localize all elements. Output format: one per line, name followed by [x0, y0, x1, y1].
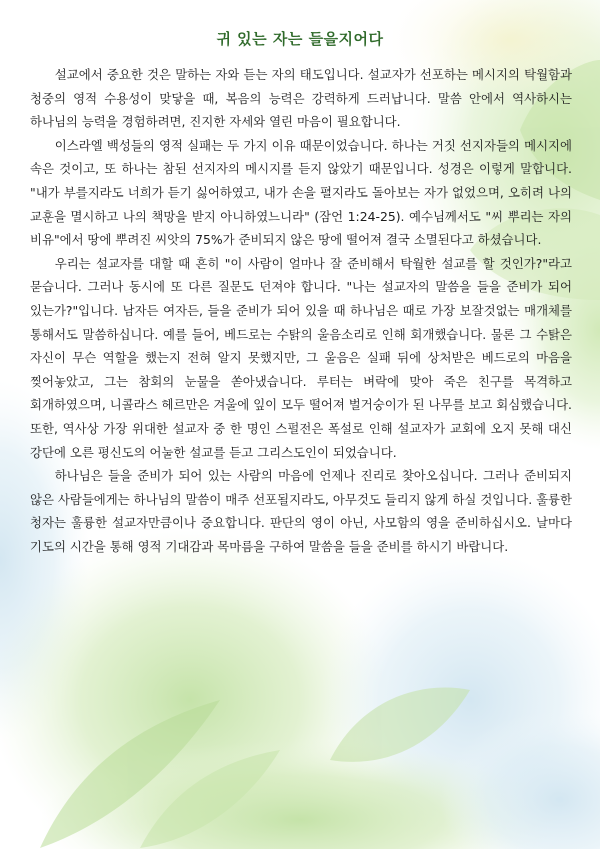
page-title: 귀 있는 자는 들을지어다 — [216, 30, 384, 48]
paragraph: 설교에서 중요한 것은 말하는 자와 듣는 자의 태도입니다. 설교자가 선포하는 메시지의 탁월함과 청중의 영적 수용성이 맞닿을 때, 복음의 능력은 강력하게 드러납니다. 말씀 안에서 역사하시는 하나님의 능력을 경험하려면, 진지한 자세와 열린 마음이 필요합니다. — [30, 67, 572, 130]
paragraph: 하나님은 들을 준비가 되어 있는 사람의 마음에 언제나 진리로 찾아오십니다. 그러나 준비되지 않은 사람들에게는 하나님의 말씀이 매주 선포될지라도, 아무것도 들리지 않게 하실 것입니다. 훌륭한 청자는 훌륭한 설교자만큼이나 중요합니다. 판단의 영이 아닌, 사모함의 영을 준비하십시오. 날마다 기도의 시간을 통해 영적 기대감과 목마름을 구하여 말씀을 들을 준비를 하시기 바랍니다. — [30, 468, 572, 554]
paragraph: 우리는 설교자를 대할 때 흔히 "이 사람이 얼마나 잘 준비해서 탁월한 설교를 할 것인가?"라고 묻습니다. 그러나 동시에 또 다른 질문도 던져야 합니다. "나는 설교자의 말씀을 들을 준비가 되어 있는가?"입니다. 남자든 여자든, 들을 준비가 되어 있을 때 하나님은 때로 가장 보잘것없는 매개체를 통해서도 말씀하십니다. 예를 들어, 베드로는 수탉의 울음소리로 인해 회개했습니다. 물론 그 수탉은 자신이 무슨 역할을 했는지 전혀 알지 못했지만, 그 울음은 실패 뒤에 상처받은 베드로의 마음을 찢어놓았고, 그는 참회의 눈물을 쏟아냈습니다. 루터는 벼락에 맞아 죽은 친구를 목격하고 회개하였으며, 니콜라스 헤르만은 겨울에 잎이 모두 떨어져 벌거숭이가 된 나무를 보고 회심했습니다. 또한, 역사상 가장 위대한 설교자 중 한 명인 스펄전은 폭설로 인해 설교자가 교회에 오지 못해 대신 강단에 오른 평신도의 어눌한 설교를 듣고 그리스도인이 되었습니다. — [30, 255, 572, 460]
paragraph: 이스라엘 백성들의 영적 실패는 두 가지 이유 때문이었습니다. 하나는 거짓 선지자들의 메시지에 속은 것이고, 또 하나는 참된 선지자의 메시지를 듣지 않았기 때문입니다. 성경은 이렇게 말합니다. "내가 부를지라도 너희가 듣기 싫어하였고, 내가 손을 펼지라도 돌아보는 자가 없었으며, 오히려 나의 교훈을 멸시하고 나의 책망을 받지 아니하였느니라" (잠언 1:24-25). 예수님께서도 "씨 뿌리는 자의 비유"에서 땅에 뿌려진 씨앗의 75%가 준비되지 않은 땅에 떨어져 결국 소멸된다고 하셨습니다. — [30, 137, 572, 248]
body-text — [30, 63, 572, 558]
